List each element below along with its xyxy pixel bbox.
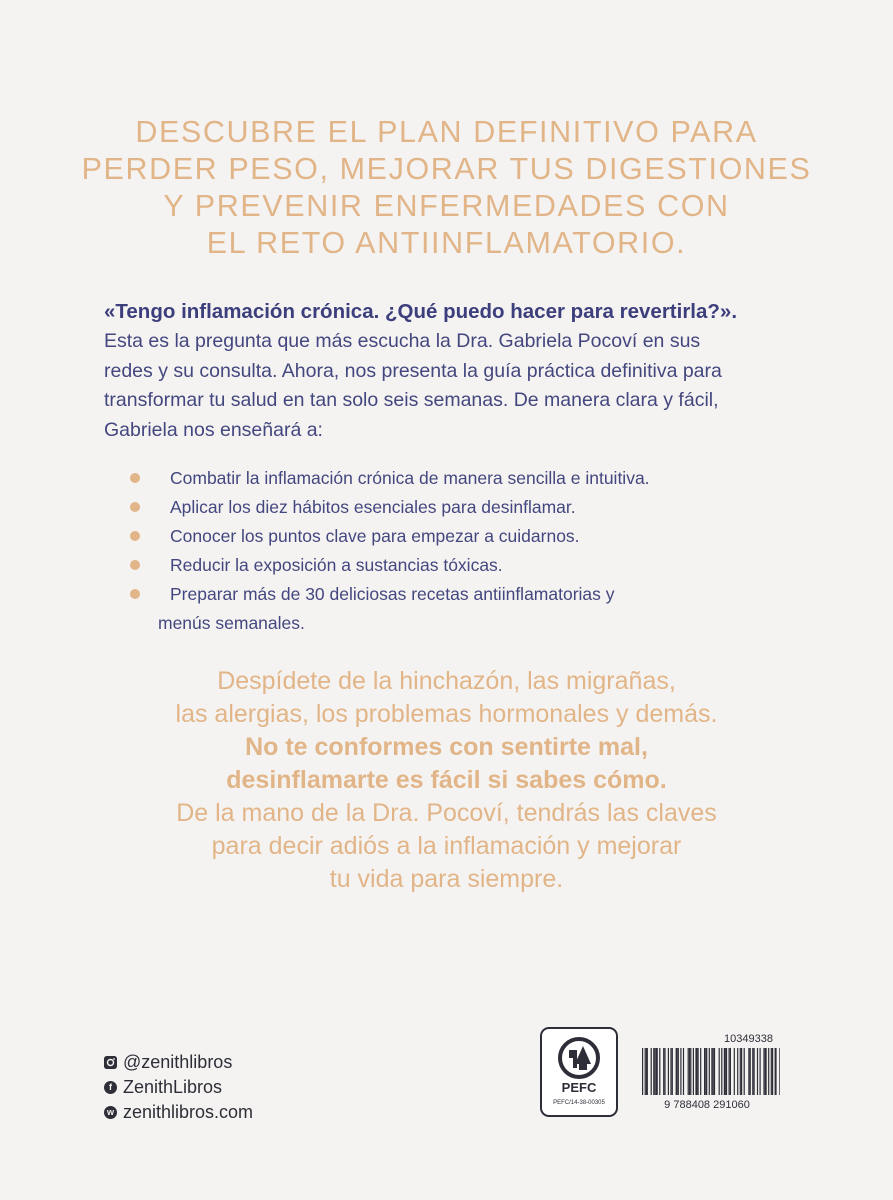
pefc-certification-logo xyxy=(540,1027,618,1117)
barcode-bar xyxy=(734,1048,735,1095)
facebook-handle: ZenithLibros xyxy=(123,1077,223,1097)
barcode-bar xyxy=(642,1048,643,1095)
barcode-bar xyxy=(672,1048,673,1095)
list-item: Conocer los puntos clave para empezar a cuidarnos. xyxy=(130,522,770,551)
barcode-bar xyxy=(704,1048,705,1095)
barcode-bar xyxy=(757,1048,758,1095)
barcode-bar xyxy=(763,1048,764,1095)
barcode-bar xyxy=(676,1048,678,1095)
barcode-bar xyxy=(659,1048,660,1095)
list-item: Preparar más de 30 deliciosas recetas antiinflamatorias y menús semanales. xyxy=(130,580,770,638)
bullet-dot-icon xyxy=(130,589,140,599)
closing-line: De la mano de la Dra. Pocoví, tendrás las claves xyxy=(176,799,717,827)
barcode-bar xyxy=(730,1048,731,1095)
barcode-bar xyxy=(714,1048,715,1095)
barcode-bar xyxy=(700,1048,701,1095)
website-link[interactable] xyxy=(104,1100,253,1125)
barcode-bar xyxy=(713,1048,714,1095)
instagram-icon xyxy=(104,1056,117,1069)
barcode-bar xyxy=(651,1048,652,1095)
closing-line-bold: No te conformes con sentirte mal, xyxy=(245,733,648,761)
question-quote: «Tengo inflamación crónica. ¿Qué puedo hacer para revertirla?». xyxy=(104,300,738,323)
instagram-handle: @zenithlibros xyxy=(123,1052,233,1072)
headline-line: DESCUBRE EL PLAN DEFINITIVO PARA xyxy=(135,115,758,149)
barcode-bar xyxy=(698,1048,699,1095)
barcode-bar xyxy=(668,1048,669,1095)
instagram-link[interactable] xyxy=(104,1050,253,1075)
headline-line: PERDER PESO, MEJORAR TUS DIGESTIONES xyxy=(81,152,812,186)
barcode-bar xyxy=(690,1048,691,1095)
barcode-bar xyxy=(737,1048,738,1095)
barcode-bar xyxy=(721,1048,722,1095)
barcode-bar xyxy=(664,1048,665,1095)
barcode-bar xyxy=(740,1048,741,1095)
barcode-bar xyxy=(744,1048,745,1095)
bullet-dot-icon xyxy=(130,473,140,483)
intro-paragraph xyxy=(104,327,804,445)
barcode-bar xyxy=(724,1048,725,1095)
barcode-bar xyxy=(689,1048,690,1095)
closing-line-bold: desinflamarte es fácil si sabes cómo. xyxy=(226,766,667,794)
closing-paragraph xyxy=(0,665,893,896)
isbn-barcode xyxy=(634,1048,780,1110)
barcode-bar xyxy=(656,1048,658,1095)
barcode-bar xyxy=(670,1048,671,1095)
barcode-bar xyxy=(719,1048,720,1095)
barcode-bar xyxy=(779,1048,780,1095)
barcode-bar xyxy=(680,1048,681,1095)
barcode-bars xyxy=(642,1048,780,1095)
pefc-code: PEFC/14-38-00305 xyxy=(553,1100,605,1106)
headline xyxy=(0,114,893,262)
barcode-bar xyxy=(729,1048,730,1095)
barcode-bar xyxy=(645,1048,646,1095)
barcode-bar xyxy=(771,1048,772,1095)
barcode-bar xyxy=(678,1048,679,1095)
barcode-bar xyxy=(772,1048,773,1095)
barcode-bar xyxy=(750,1048,751,1095)
list-item: Aplicar los diez hábitos esenciales para desinflamar. xyxy=(130,493,770,522)
isbn-digits: 9 788408 291060 xyxy=(664,1099,750,1110)
benefits-list xyxy=(130,464,770,638)
closing-line: tu vida para siempre. xyxy=(329,865,564,893)
barcode-bar xyxy=(688,1048,689,1095)
social-links xyxy=(104,1050,253,1125)
bullet-dot-icon xyxy=(130,502,140,512)
barcode-bar xyxy=(653,1048,654,1095)
barcode-bar xyxy=(683,1048,684,1095)
intro-line: transformar tu salud en tan solo seis semanas. De manera clara y fácil, xyxy=(104,389,719,411)
list-item: Reducir la exposición a sustancias tóxicas. xyxy=(130,551,770,580)
barcode-bar xyxy=(725,1048,727,1095)
barcode-bar xyxy=(711,1048,712,1095)
barcode-bar xyxy=(765,1048,767,1095)
bullet-dot-icon xyxy=(130,560,140,570)
barcode-bar xyxy=(741,1048,742,1095)
barcode-bar xyxy=(709,1048,710,1095)
list-item: Combatir la inflamación crónica de manera sencilla e intuitiva. xyxy=(130,464,770,493)
facebook-icon: f xyxy=(104,1081,117,1094)
headline-line: Y PREVENIR ENFERMEDADES CON xyxy=(163,189,730,223)
bullet-dot-icon xyxy=(130,531,140,541)
closing-line: Despídete de la hinchazón, las migrañas, xyxy=(217,667,676,695)
intro-line: redes y su consulta. Ahora, nos presenta la guía práctica definitiva para xyxy=(104,359,722,382)
barcode-bar xyxy=(754,1048,755,1095)
intro-line: Esta es la pregunta que más escucha la Dra. Gabriela Pocoví en sus xyxy=(104,330,701,352)
pefc-tree-icon xyxy=(553,1036,605,1080)
facebook-link[interactable] xyxy=(104,1075,253,1100)
pefc-name: PEFC xyxy=(561,1080,597,1095)
product-code: 10349338 xyxy=(724,1033,773,1045)
barcode-bar xyxy=(695,1048,697,1095)
barcode-bar xyxy=(663,1048,664,1095)
barcode-bar xyxy=(760,1048,761,1095)
intro-line: Gabriela nos enseñará a: xyxy=(104,418,323,441)
website-url: zenithlibros.com xyxy=(123,1102,254,1122)
web-icon: w xyxy=(104,1106,117,1119)
headline-line: EL RETO ANTIINFLAMATORIO. xyxy=(206,226,687,260)
barcode-bar xyxy=(748,1048,749,1095)
barcode-bar xyxy=(646,1048,648,1095)
barcode-bar xyxy=(752,1048,753,1095)
barcode-bar xyxy=(693,1048,694,1095)
closing-line: las alergias, los problemas hormonales y demás. xyxy=(175,700,718,728)
barcode-bar xyxy=(768,1048,769,1095)
barcode-bar xyxy=(655,1048,656,1095)
barcode-bar xyxy=(705,1048,707,1095)
barcode-bar xyxy=(775,1048,777,1095)
closing-line: para decir adiós a la inflamación y mejorar xyxy=(211,832,682,860)
